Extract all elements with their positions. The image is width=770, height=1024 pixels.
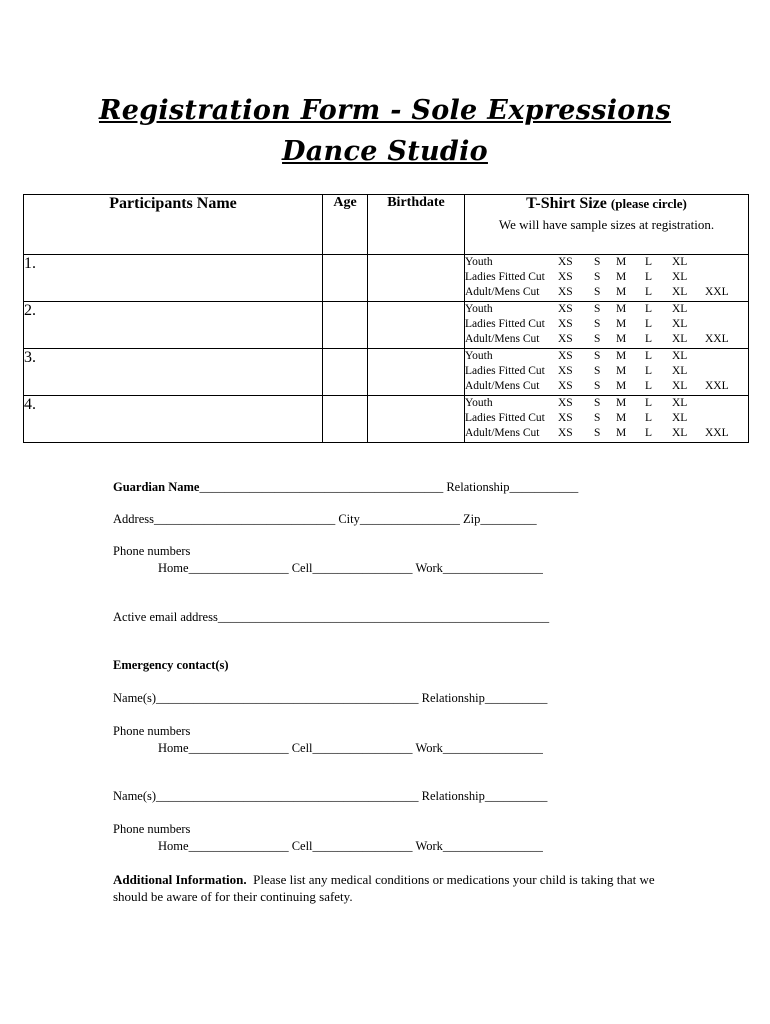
size-option[interactable]: XS bbox=[558, 271, 573, 283]
participant-name-cell[interactable] bbox=[24, 302, 323, 349]
size-category-label: Adult/Mens Cut bbox=[465, 286, 540, 298]
size-option[interactable]: M bbox=[616, 365, 627, 377]
phone-numbers-label: Phone numbers bbox=[113, 822, 191, 836]
tshirt-size-note: We will have sample sizes at registration. bbox=[498, 217, 715, 232]
row-number: 1. bbox=[24, 255, 36, 272]
tshirt-size-cell bbox=[465, 396, 749, 443]
size-option[interactable]: M bbox=[616, 286, 627, 298]
size-option[interactable]: XS bbox=[558, 365, 573, 377]
size-option[interactable]: XL bbox=[672, 380, 688, 392]
size-option[interactable]: S bbox=[594, 397, 601, 409]
age-cell[interactable] bbox=[323, 349, 368, 396]
tshirt-size-cell bbox=[465, 302, 749, 349]
cell-label: Cell bbox=[291, 839, 313, 853]
tshirt-size-instruction: (please circle) bbox=[610, 196, 687, 211]
participant-row bbox=[24, 302, 749, 349]
size-option[interactable]: L bbox=[645, 427, 653, 439]
emergency-phone-line-2 bbox=[158, 838, 543, 854]
home-phone-field[interactable]: ________________ bbox=[188, 561, 289, 575]
size-option[interactable]: XL bbox=[672, 365, 688, 377]
size-option[interactable]: M bbox=[616, 256, 627, 268]
work-phone-field[interactable]: ________________ bbox=[442, 561, 543, 575]
table-header-row bbox=[24, 195, 749, 255]
size-option[interactable]: M bbox=[616, 380, 627, 392]
participant-row bbox=[24, 349, 749, 396]
size-option[interactable]: L bbox=[645, 397, 653, 409]
age-cell[interactable] bbox=[323, 302, 368, 349]
email-label: Active email address bbox=[113, 610, 218, 624]
cell-label: Cell bbox=[291, 561, 313, 575]
size-option-row bbox=[465, 270, 748, 285]
participant-name-cell[interactable] bbox=[24, 255, 323, 302]
size-option[interactable]: XS bbox=[558, 397, 573, 409]
emergency-work-field-2[interactable]: ________________ bbox=[442, 839, 543, 853]
size-option[interactable]: XL bbox=[672, 333, 688, 345]
size-option[interactable]: XS bbox=[558, 256, 573, 268]
cell-label: Cell bbox=[291, 741, 313, 755]
birthdate-cell[interactable] bbox=[368, 255, 465, 302]
emergency-relationship-field-2[interactable]: __________ bbox=[484, 789, 548, 803]
email-field[interactable]: _____________________________________________________ bbox=[217, 610, 550, 624]
guardian-name-label: Guardian Name bbox=[113, 480, 200, 494]
size-category-label: Youth bbox=[465, 350, 493, 362]
size-option-row bbox=[465, 349, 748, 364]
participants-name-header: Participants Name bbox=[24, 195, 323, 255]
names-label: Name(s) bbox=[113, 789, 157, 803]
size-option-row bbox=[465, 364, 748, 379]
row-number: 3. bbox=[24, 349, 36, 366]
size-option[interactable]: M bbox=[616, 427, 627, 439]
tshirt-size-title: T-Shirt Size bbox=[526, 195, 607, 212]
participant-row bbox=[24, 396, 749, 443]
size-option[interactable]: XS bbox=[558, 318, 573, 330]
email-line bbox=[113, 609, 549, 625]
tshirt-size-cell bbox=[465, 255, 749, 302]
guardian-line bbox=[113, 479, 578, 495]
phone-numbers-label: Phone numbers bbox=[113, 724, 191, 738]
home-label: Home bbox=[158, 561, 189, 575]
size-option[interactable]: XS bbox=[558, 412, 573, 424]
size-option[interactable]: L bbox=[645, 350, 653, 362]
size-category-label: Ladies Fitted Cut bbox=[465, 318, 545, 330]
participant-row bbox=[24, 255, 749, 302]
size-option[interactable]: XL bbox=[672, 427, 688, 439]
participant-name-cell[interactable] bbox=[24, 349, 323, 396]
size-option[interactable]: S bbox=[594, 380, 601, 392]
size-option[interactable]: M bbox=[616, 397, 627, 409]
size-option[interactable]: S bbox=[594, 318, 601, 330]
age-cell[interactable] bbox=[323, 396, 368, 443]
emergency-cell-field-2[interactable]: ________________ bbox=[312, 839, 413, 853]
size-option[interactable]: M bbox=[616, 318, 627, 330]
size-option[interactable]: M bbox=[616, 303, 627, 315]
size-option[interactable]: XS bbox=[558, 286, 573, 298]
size-option[interactable]: XXL bbox=[705, 286, 729, 298]
cell-phone-field[interactable]: ________________ bbox=[312, 561, 413, 575]
size-category-label: Ladies Fitted Cut bbox=[465, 271, 545, 283]
relationship-label: Relationship bbox=[421, 691, 485, 705]
size-option[interactable]: XXL bbox=[705, 380, 729, 392]
size-option-row bbox=[465, 396, 748, 411]
address-label: Address bbox=[113, 512, 154, 526]
emergency-home-field-1[interactable]: ________________ bbox=[188, 741, 289, 755]
registration-table bbox=[23, 194, 749, 443]
birthdate-header: Birthdate bbox=[368, 195, 465, 255]
emergency-name-line-1 bbox=[113, 690, 547, 706]
size-option[interactable]: XL bbox=[672, 318, 688, 330]
address-line bbox=[113, 511, 537, 527]
size-option[interactable]: XL bbox=[672, 303, 688, 315]
size-category-label: Ladies Fitted Cut bbox=[465, 365, 545, 377]
size-option[interactable]: M bbox=[616, 333, 627, 345]
size-option[interactable]: S bbox=[594, 286, 601, 298]
emergency-name-line-2 bbox=[113, 788, 547, 804]
zip-field[interactable]: _________ bbox=[480, 512, 537, 526]
emergency-phone-line-1 bbox=[158, 740, 543, 756]
size-option[interactable]: XL bbox=[672, 256, 688, 268]
size-option[interactable]: L bbox=[645, 256, 653, 268]
emergency-home-field-2[interactable]: ________________ bbox=[188, 839, 289, 853]
size-option[interactable]: XS bbox=[558, 333, 573, 345]
size-option[interactable]: L bbox=[645, 365, 653, 377]
size-option[interactable]: XL bbox=[672, 412, 688, 424]
address-field[interactable]: _____________________________ bbox=[153, 512, 336, 526]
size-option[interactable]: L bbox=[645, 271, 653, 283]
size-option[interactable]: XS bbox=[558, 380, 573, 392]
size-option[interactable]: XL bbox=[672, 397, 688, 409]
size-option-row bbox=[465, 285, 748, 300]
size-option[interactable]: S bbox=[594, 256, 601, 268]
home-label: Home bbox=[158, 839, 189, 853]
size-category-label: Adult/Mens Cut bbox=[465, 333, 540, 345]
tshirt-size-header bbox=[465, 195, 749, 255]
size-option[interactable]: L bbox=[645, 318, 653, 330]
size-option[interactable]: M bbox=[616, 271, 627, 283]
emergency-relationship-field-1[interactable]: __________ bbox=[484, 691, 548, 705]
size-option[interactable]: XXL bbox=[705, 427, 729, 439]
guardian-relationship-field[interactable]: ___________ bbox=[509, 480, 579, 494]
size-option[interactable]: M bbox=[616, 412, 627, 424]
size-option[interactable]: XS bbox=[558, 427, 573, 439]
additional-information-label: Additional Information. bbox=[113, 872, 247, 887]
tshirt-size-cell bbox=[465, 349, 749, 396]
size-category-label: Adult/Mens Cut bbox=[465, 427, 540, 439]
size-option[interactable]: M bbox=[616, 350, 627, 362]
size-option[interactable]: XS bbox=[558, 350, 573, 362]
size-option[interactable]: L bbox=[645, 380, 653, 392]
size-category-label: Ladies Fitted Cut bbox=[465, 412, 545, 424]
size-option[interactable]: S bbox=[594, 412, 601, 424]
size-option[interactable]: S bbox=[594, 271, 601, 283]
size-option[interactable]: XL bbox=[672, 286, 688, 298]
size-option-row bbox=[465, 332, 748, 347]
birthdate-cell[interactable] bbox=[368, 302, 465, 349]
size-option-row bbox=[465, 379, 748, 394]
guardian-phone-line bbox=[158, 560, 543, 576]
size-option[interactable]: XS bbox=[558, 303, 573, 315]
work-label: Work bbox=[415, 741, 443, 755]
form-title-line1: Registration Form - Sole Expressions bbox=[98, 95, 671, 126]
size-option-row bbox=[465, 426, 748, 441]
size-option[interactable]: L bbox=[645, 303, 653, 315]
size-option[interactable]: S bbox=[594, 427, 601, 439]
row-number: 4. bbox=[24, 396, 36, 413]
birthdate-cell[interactable] bbox=[368, 396, 465, 443]
names-label: Name(s) bbox=[113, 691, 157, 705]
size-category-label: Youth bbox=[465, 303, 493, 315]
emergency-contacts-heading bbox=[113, 657, 229, 673]
size-option[interactable]: L bbox=[645, 333, 653, 345]
guardian-name-field[interactable]: _______________________________________ bbox=[199, 480, 444, 494]
phone-numbers-label: Phone numbers bbox=[113, 544, 191, 558]
city-label: City bbox=[338, 512, 360, 526]
size-category-label: Adult/Mens Cut bbox=[465, 380, 540, 392]
work-label: Work bbox=[415, 839, 443, 853]
size-option[interactable]: L bbox=[645, 412, 653, 424]
additional-information-text: Please list any medical conditions or medications your child is taking that we should be aware of for their continuing safety. bbox=[113, 872, 655, 904]
size-option-row bbox=[465, 317, 748, 332]
additional-information bbox=[113, 871, 673, 905]
size-option[interactable]: S bbox=[594, 365, 601, 377]
age-cell[interactable] bbox=[323, 255, 368, 302]
size-option-row bbox=[465, 302, 748, 317]
work-label: Work bbox=[415, 561, 443, 575]
size-category-label: Youth bbox=[465, 397, 493, 409]
relationship-label: Relationship bbox=[446, 480, 510, 494]
row-number: 2. bbox=[24, 302, 36, 319]
size-option[interactable]: S bbox=[594, 333, 601, 345]
size-option[interactable]: XXL bbox=[705, 333, 729, 345]
size-option[interactable]: XL bbox=[672, 350, 688, 362]
participant-name-cell[interactable] bbox=[24, 396, 323, 443]
size-option[interactable]: L bbox=[645, 286, 653, 298]
age-header: Age bbox=[323, 195, 368, 255]
emergency-name-field-2[interactable]: __________________________________________ bbox=[156, 789, 419, 803]
birthdate-cell[interactable] bbox=[368, 349, 465, 396]
city-field[interactable]: ________________ bbox=[359, 512, 460, 526]
size-option[interactable]: XL bbox=[672, 271, 688, 283]
zip-label: Zip bbox=[463, 512, 481, 526]
emergency-name-field-1[interactable]: __________________________________________ bbox=[156, 691, 419, 705]
size-option[interactable]: S bbox=[594, 350, 601, 362]
size-category-label: Youth bbox=[465, 256, 493, 268]
relationship-label: Relationship bbox=[421, 789, 485, 803]
emergency-work-field-1[interactable]: ________________ bbox=[442, 741, 543, 755]
size-option-row bbox=[465, 255, 748, 270]
home-label: Home bbox=[158, 741, 189, 755]
emergency-cell-field-1[interactable]: ________________ bbox=[312, 741, 413, 755]
size-option-row bbox=[465, 411, 748, 426]
emergency-heading-text: Emergency contact(s) bbox=[113, 658, 229, 672]
form-title-line2: Dance Studio bbox=[282, 136, 488, 167]
size-option[interactable]: S bbox=[594, 303, 601, 315]
